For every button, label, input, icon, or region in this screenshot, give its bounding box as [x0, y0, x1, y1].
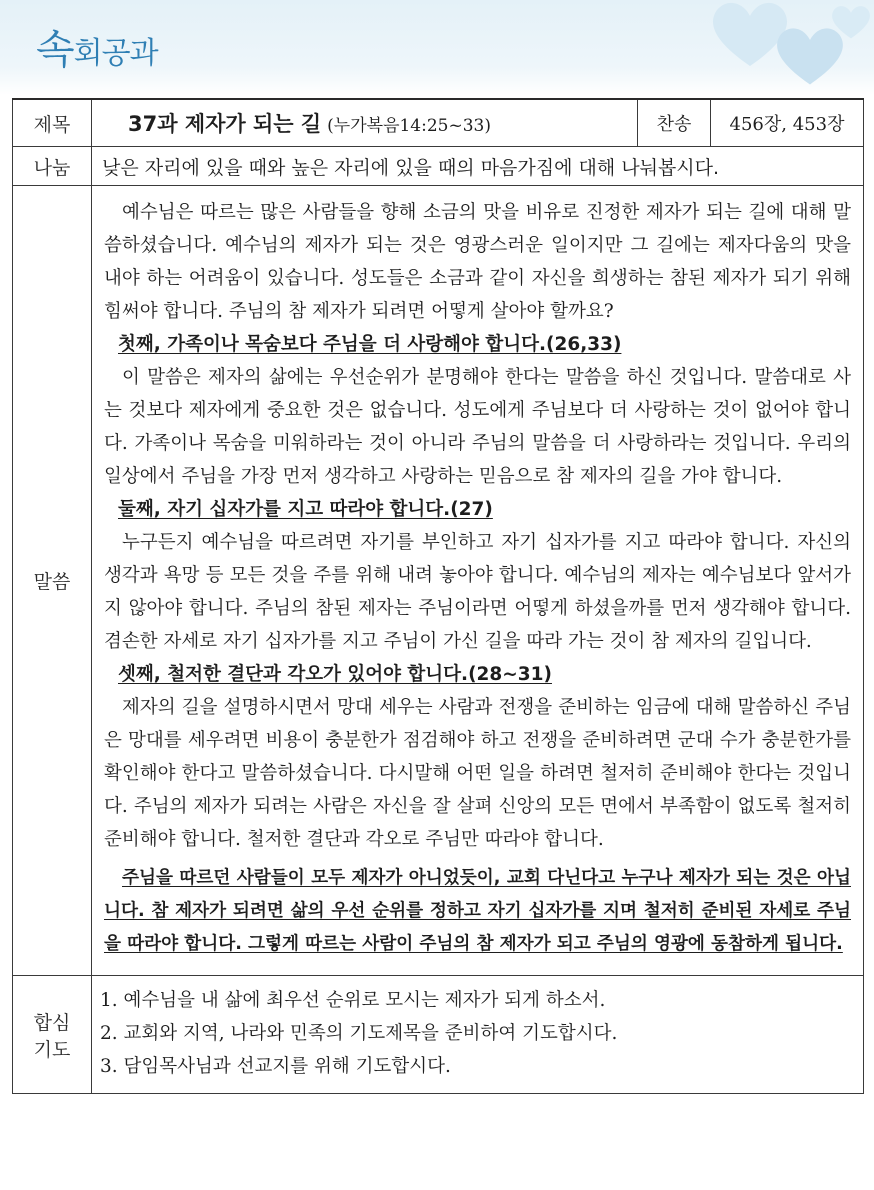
prayer-list [92, 976, 864, 1094]
prayer-item: 1. 예수님을 내 삶에 최우선 순위로 모시는 제자가 되게 하소서. [100, 990, 606, 1011]
title-cell [92, 99, 638, 147]
share-text: 낮은 자리에 있을 때와 높은 자리에 있을 때의 마음가짐에 대해 나눠봅시다. [92, 147, 864, 186]
point-heading: 둘째, 자기 십자가를 지고 따라야 합니다.(27) [118, 499, 493, 520]
point-body: 이 말씀은 제자의 삶에는 우선순위가 분명해야 한다는 말씀을 하신 것입니다. 말씀대로 사는 것보다 제자에게 중요한 것은 없습니다. 성도에게 주님보다 더 사랑하는 것이 없어야 합니다. 가족이나 목숨을 미워하라는 것이 아니라 주님의 말씀을 더 사랑하라는 것입니다. 우리의 일상에서 주님을 가장 먼저 생각하고 사랑하는 믿음으로 참 제자의 길을 가야 합니다. [104, 367, 851, 487]
sermon-conclusion: 주님을 따르던 사람들이 모두 제자가 아니었듯이, 교회 다닌다고 누구나 제자가 되는 것은 아닙니다. 참 제자가 되려면 삶의 우선 순위를 정하고 자기 십자가를 지며 철저히 준비된 자세로 주님을 따라야 합니다. 그렇게 따르는 사람이 주님의 참 제자가 되고 주님의 영광에 동참하게 됩니다. [104, 868, 851, 954]
prayer-label [13, 976, 92, 1094]
logo-rest: 회공과 [73, 36, 158, 71]
title-row [13, 99, 864, 147]
hymn-label: 찬송 [638, 99, 711, 147]
prayer-item: 2. 교회와 지역, 나라와 민족의 기도제목을 준비하여 기도합시다. [100, 1023, 618, 1044]
sermon-row [13, 186, 864, 976]
logo [36, 18, 158, 75]
heart-icon [828, 0, 874, 44]
prayer-item: 3. 담임목사님과 선교지를 위해 기도합시다. [100, 1056, 451, 1077]
share-row [13, 147, 864, 186]
point-heading: 첫째, 가족이나 목숨보다 주님을 더 사랑해야 합니다.(26,33) [118, 334, 622, 355]
hymn-value: 456장, 453장 [711, 99, 864, 147]
point-body: 누구든지 예수님을 따르려면 자기를 부인하고 자기 십자가를 지고 따라야 합니다. 자신의 생각과 욕망 등 모든 것을 주를 위해 내려 놓아야 합니다. 예수님의 제자는 예수님보다 앞서가지 않아야 합니다. 주님의 참된 제자는 주님이라면 어떻게 하셨을까를 먼저 생각해야 합니다. 겸손한 자세로 자기 십자가를 지고 주님이 가신 길을 따라 가는 것이 참 제자의 길입니다. [104, 532, 851, 652]
scripture-reference: (누가복음14:25~33) [327, 116, 491, 136]
title-label: 제목 [13, 99, 92, 147]
share-label: 나눔 [13, 147, 92, 186]
sermon-label: 말씀 [13, 186, 92, 976]
point-body: 제자의 길을 설명하시면서 망대 세우는 사람과 전쟁을 준비하는 임금에 대해 말씀하신 주님은 망대를 세우려면 비용이 충분한가 점검해야 하고 전쟁을 준비하려면 군대 수가 충분한가를 확인해야 한다고 말씀하셨습니다. 다시말해 어떤 일을 하려면 철저히 준비해야 한다는 것입니다. 주님의 제자가 되려는 사람은 자신을 잘 살펴 신앙의 모든 면에서 부족함이 없도록 철저히 준비해야 합니다. 철저한 결단과 각오로 주님만 따라야 합니다. [104, 697, 851, 850]
prayer-label-line: 합심 [33, 1011, 71, 1034]
logo-first: 속 [36, 27, 74, 73]
sermon-intro: 예수님은 따르는 많은 사람들을 향해 소금의 맛을 비유로 진정한 제자가 되는 길에 대해 말씀하셨습니다. 예수님의 제자가 되는 것은 영광스러운 일이지만 그 길에는 제자다움의 맛을 내야 하는 어려움이 있습니다. 성도들은 소금과 같이 자신을 희생하는 참된 제자가 되기 위해 힘써야 합니다. 주님의 참 제자가 되려면 어떻게 살아야 할까요? [104, 202, 851, 322]
prayer-label-line: 기도 [33, 1038, 71, 1061]
header-banner [0, 0, 874, 95]
prayer-row [13, 976, 864, 1094]
point-heading: 셋째, 철저한 결단과 각오가 있어야 합니다.(28~31) [118, 664, 552, 685]
lesson-table [12, 98, 864, 1094]
sermon-body [92, 186, 864, 976]
lesson-title: 37과 제자가 되는 길 [128, 112, 322, 136]
